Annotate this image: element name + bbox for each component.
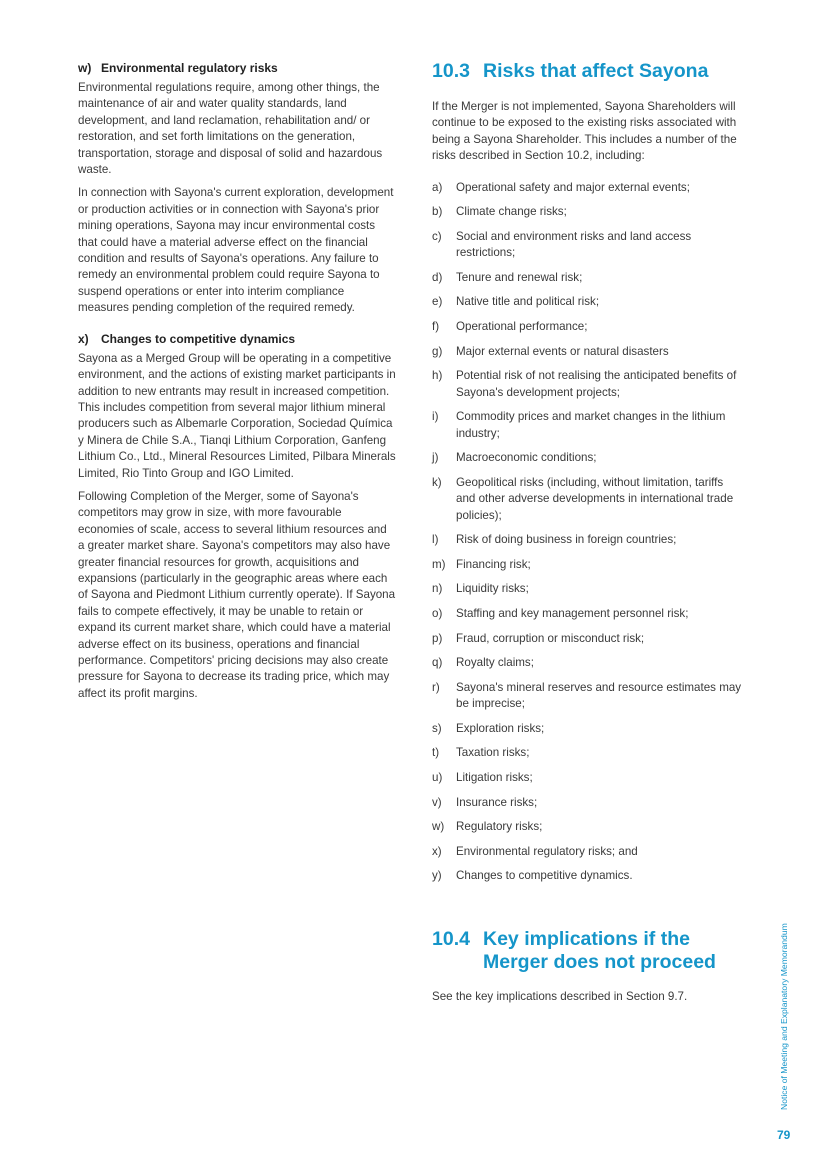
risk-item-text: Risk of doing business in foreign countries; — [456, 533, 677, 547]
section-number: 10.4 — [432, 927, 470, 950]
left-column — [78, 60, 396, 702]
risk-item-letter: v) — [432, 795, 442, 809]
risk-item-text: Tenure and renewal risk; — [456, 270, 583, 284]
risk-item-text: Liquidity risks; — [456, 582, 529, 596]
risk-item-letter: a) — [432, 180, 443, 194]
risk-list-item — [432, 532, 742, 548]
paragraph: Sayona as a Merged Group will be operating in a competitive environment, and the actions of existing market participants in addition to new entrants may result in increased competition. This includes competition from several major lithium mineral producers such as Albemarle Corporation, Sociedad Química y Minera de Chile S.A., Tianqi Lithium Corporation, Ganfeng Lithium Co., Ltd., Mineral Resources Limited, Pilbara Minerals Limited, Rio Tinto Group and IGO Limited. — [78, 351, 396, 480]
risk-item-letter: p) — [432, 631, 443, 645]
risk-item-letter: y) — [432, 869, 442, 883]
section-body: See the key implications described in Section 9.7. — [432, 989, 688, 1003]
risk-item-letter: g) — [432, 344, 443, 358]
risk-list-item — [432, 294, 742, 310]
risk-item-letter: o) — [432, 606, 443, 620]
risk-item-letter: w) — [432, 820, 445, 834]
risk-list-item — [432, 180, 742, 196]
risk-list-item — [432, 319, 742, 335]
risk-item-letter: m) — [432, 557, 446, 571]
risk-item-text: Insurance risks; — [456, 795, 538, 809]
risk-item-letter: q) — [432, 656, 443, 670]
risk-item-letter: f) — [432, 320, 440, 333]
risk-item-text: Litigation risks; — [456, 770, 533, 784]
risk-item-text: Macroeconomic conditions; — [456, 451, 597, 465]
risk-item-text: Geopolitical risks (including, without limitation, tariffs and other adverse developments in international trade policies); — [456, 475, 734, 522]
risk-item-letter: n) — [432, 582, 443, 596]
subheading-changes-to-competitive-dynamics — [78, 331, 396, 347]
risk-list — [432, 180, 742, 885]
subheading-label: x) — [78, 331, 89, 346]
risk-list-item — [432, 770, 742, 786]
risk-list-item — [432, 844, 742, 860]
risk-list-item — [432, 680, 742, 713]
risk-list-item — [432, 204, 742, 220]
risk-item-letter: k) — [432, 475, 442, 489]
risk-item-text: Climate change risks; — [456, 205, 567, 219]
document-side-title: Notice of Meeting and Explanatory Memorandum — [779, 923, 789, 1110]
risk-item-text: Fraud, corruption or misconduct risk; — [456, 631, 645, 645]
risk-item-text: Operational performance; — [456, 320, 588, 333]
risk-list-item — [432, 606, 742, 622]
risk-list-item — [432, 270, 742, 286]
risk-item-letter: t) — [432, 746, 440, 760]
risk-item-letter: j) — [432, 451, 439, 465]
risk-list-item — [432, 409, 742, 442]
risk-list-item — [432, 795, 742, 811]
risk-item-letter: r) — [432, 680, 440, 694]
risk-item-text: Environmental regulatory risks; and — [456, 844, 638, 858]
subheading-title: Environmental regulatory risks — [101, 61, 278, 75]
risk-item-letter: l) — [432, 533, 439, 547]
risk-item-text: Operational safety and major external events; — [456, 180, 690, 194]
section-title: Key implications if the Merger does not proceed — [483, 927, 716, 973]
section-heading-10-3 — [432, 60, 742, 83]
risk-item-text: Social and environment risks and land access restrictions; — [456, 229, 692, 260]
risk-list-item — [432, 368, 742, 401]
risk-item-letter: s) — [432, 721, 442, 735]
risk-list-item — [432, 819, 742, 835]
risk-item-text: Sayona's mineral reserves and resource estimates may be imprecise; — [456, 680, 742, 711]
risk-item-text: Regulatory risks; — [456, 820, 543, 834]
risk-item-text: Royalty claims; — [456, 656, 534, 670]
section-number: 10.3 — [432, 60, 470, 82]
risk-item-text: Financing risk; — [456, 557, 531, 571]
risk-item-letter: h) — [432, 369, 443, 383]
risk-item-letter: x) — [432, 844, 442, 858]
risk-list-item — [432, 631, 742, 647]
risk-list-item — [432, 868, 742, 884]
paragraph: Environmental regulations require, among other things, the maintenance of air and water quality standards, land development, and land reclamation, rehabilitation and/ or restoration, and set forth limitations on the generation, transportation, storage and disposal of solid and hazardous waste. — [78, 81, 383, 177]
subheading-environmental-regulatory-risks — [78, 60, 396, 76]
risk-list-item — [432, 450, 742, 466]
page-number: 79 — [777, 1128, 791, 1142]
risk-item-letter: e) — [432, 295, 443, 309]
risk-item-text: Changes to competitive dynamics. — [456, 869, 633, 883]
risk-item-text: Staffing and key management personnel risk; — [456, 606, 689, 620]
paragraph: Following Completion of the Merger, some of Sayona's competitors may grow in size, with more favourable economies of scale, access to several lithium resources and a greater market share. Sayona's competitors may also have greater financial resources for growth, acquisitions and expansions (particularly in the geographic areas where each of Sayona and Piedmont Lithium currently operate). If Sayona fails to compete effectively, it may be unable to retain or expand its current market share, which could have a material adverse effect on its business, operations and financial performance. Competitors' pricing decisions may also create pressure for Sayona to decrease its trading price, which may affect its profit margins. — [78, 489, 396, 700]
risk-item-letter: c) — [432, 229, 442, 243]
risk-item-text: Major external events or natural disasters — [456, 344, 669, 358]
risk-list-item — [432, 721, 742, 737]
risk-item-letter: b) — [432, 205, 443, 219]
risk-item-letter: d) — [432, 270, 443, 284]
risk-list-item — [432, 745, 742, 761]
risk-item-text: Exploration risks; — [456, 721, 545, 735]
risk-item-letter: u) — [432, 770, 443, 784]
risk-list-item — [432, 557, 742, 573]
section-title: Risks that affect Sayona — [483, 60, 709, 82]
risk-item-text: Potential risk of not realising the anticipated benefits of Sayona's development projects; — [456, 369, 737, 399]
risk-list-item — [432, 655, 742, 671]
subheading-label: w) — [78, 61, 92, 75]
section-intro: If the Merger is not implemented, Sayona Shareholders will continue to be exposed to the existing risks associated with being a Sayona Shareholder. This includes a number of the risks described in Section 10.2, including: — [432, 100, 737, 163]
risk-item-text: Taxation risks; — [456, 746, 530, 760]
paragraph: In connection with Sayona's current exploration, development or production activities or in connection with Sayona's prior mining operations, Sayona may incur environmental costs that could have a material adverse effect on the financial condition and results of Sayona's operations. Any failure to remedy an environmental problem could require Sayona to suspend operations or enter into interim compliance measures pending completion of the required remedy. — [78, 186, 394, 315]
risk-list-item — [432, 344, 742, 360]
subheading-title: Changes to competitive dynamics — [101, 331, 296, 346]
risk-list-item — [432, 475, 742, 524]
risk-item-letter: i) — [432, 410, 439, 424]
right-column — [432, 60, 742, 1005]
risk-item-text: Commodity prices and market changes in the lithium industry; — [456, 410, 726, 440]
risk-list-item — [432, 229, 742, 262]
risk-item-text: Native title and political risk; — [456, 295, 600, 309]
risk-list-item — [432, 581, 742, 597]
section-heading-10-4 — [432, 928, 742, 974]
